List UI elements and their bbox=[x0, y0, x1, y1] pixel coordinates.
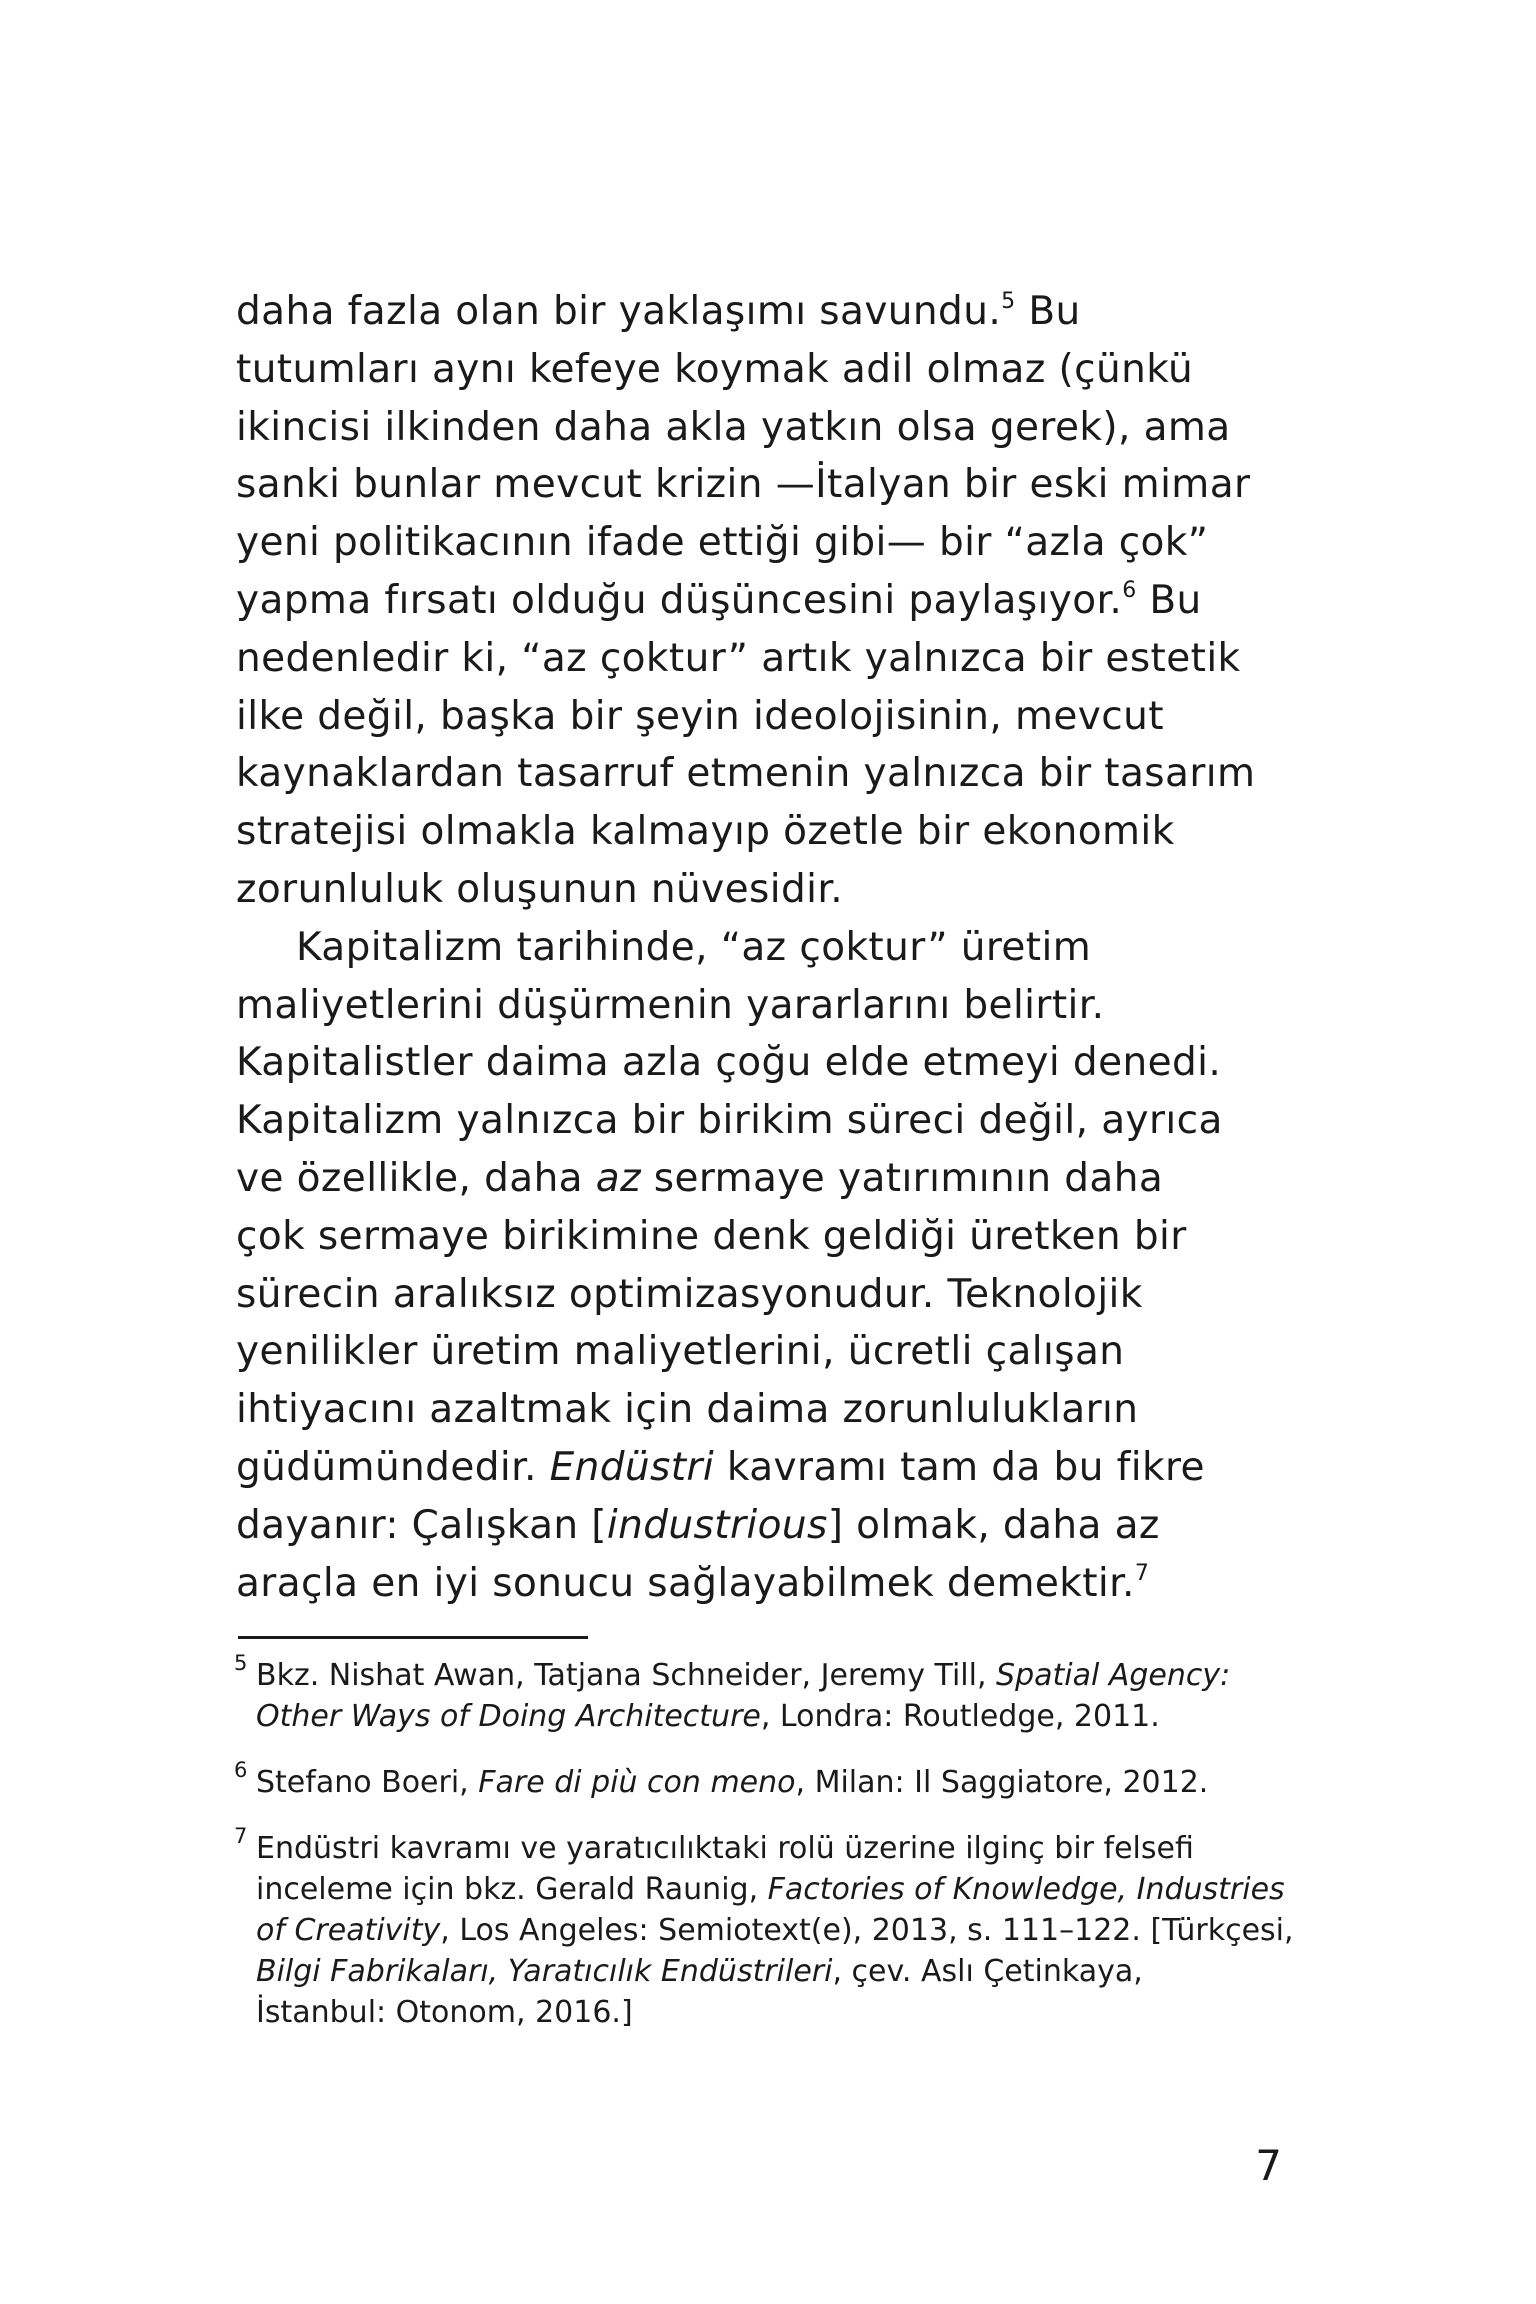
emphasis: industrious bbox=[606, 1502, 828, 1548]
main-text bbox=[236, 283, 1296, 1612]
text-line: yenilikler üretim maliyetlerini, ücretli çalışan bbox=[236, 1329, 1125, 1375]
footnotes bbox=[234, 1651, 1304, 2058]
text-line: Kapitalizm yalnızca bir birikim süreci değil, ayrıca bbox=[236, 1098, 1223, 1144]
footnote-divider bbox=[238, 1636, 588, 1639]
text-line: Kapitalistler daima azla çoğu elde etmeyi denedi. bbox=[236, 1040, 1222, 1086]
text-line: çok sermaye birikimine denk geldiği üretken bir bbox=[236, 1213, 1187, 1259]
text-line: tutumları aynı kefeye koymak adil olmaz (çünkü bbox=[236, 346, 1194, 392]
paragraph-1 bbox=[236, 283, 1296, 919]
text-line: sanki bunlar mevcut krizin —İtalyan bir eski mimar bbox=[236, 462, 1251, 508]
text-line: yeni politikacının ifade ettiği gibi— bir “azla çok” bbox=[236, 520, 1209, 566]
text-line: yapma fırsatı olduğu düşüncesini paylaşıyor.$^6$ Bu bbox=[236, 577, 1202, 623]
text-line: ikincisi ilkinden daha akla yatkın olsa gerek), ama bbox=[236, 404, 1231, 450]
text-line: nedenledir ki, “az çoktur” artık yalnızca bir estetik bbox=[236, 635, 1241, 681]
footnote-number: 6 bbox=[234, 1758, 248, 1782]
footnote-ref-5: 5 bbox=[1001, 289, 1016, 314]
text-line: ihtiyacını azaltmak için daima zorunlulukların bbox=[236, 1387, 1139, 1433]
text-line: dayanır: Çalışkan [industrious] olmak, daha az bbox=[236, 1502, 1160, 1548]
footnote-ref-7: 7 bbox=[1134, 1560, 1150, 1586]
text-line: araçla en iyi sonucu sağlayabilmek demektir.$^7$ bbox=[236, 1560, 1150, 1606]
emphasis: Endüstri bbox=[549, 1444, 715, 1490]
footnote-number: 7 bbox=[234, 1824, 248, 1848]
footnote-6: 6 Stefano Boeri, Fare di più con meno, Milan: Il Saggiatore, 2012. bbox=[234, 1758, 1209, 1800]
text-line: kaynaklardan tasarruf etmenin yalnızca bir tasarım bbox=[236, 751, 1256, 797]
text-line: Kapitalizm tarihinde, “az çoktur” üretim bbox=[296, 924, 1092, 970]
text-line: daha fazla olan bir yaklaşımı savundu.$^5$ Bu bbox=[236, 289, 1081, 334]
text-line: zorunluluk oluşunun nüvesidir. bbox=[236, 866, 843, 912]
footnote-7: 7 Endüstri kavramı ve yaratıcılıktaki rolü üzerine ilginç bir felsefi inceleme için bkz. Gerald Raunig, Factories of Knowledge, Industries of Creativity, Los Angeles: Semiotext(e), 2013, s. 111–122. [Türkçesi, Bilgi Fabrikaları, Yaratıcılık Endüstrileri, çev. Aslı Çetinkaya, İstanbul: Otonom, 2016.] bbox=[234, 1824, 1294, 2030]
page-number: 7 bbox=[1255, 2141, 1282, 2190]
text-line: sürecin aralıksız optimizasyonudur. Teknolojik bbox=[236, 1271, 1143, 1317]
text-line: maliyetlerini düşürmenin yararlarını belirtir. bbox=[236, 982, 1105, 1028]
emphasis: az bbox=[595, 1155, 641, 1201]
text-line: stratejisi olmakla kalmayıp özetle bir ekonomik bbox=[236, 809, 1175, 855]
footnote-ref-6: 6 bbox=[1122, 577, 1137, 603]
text-line: ve özellikle, daha az sermaye yatırımının daha bbox=[236, 1155, 1164, 1201]
footnote-5: 5 Bkz. Nishat Awan, Tatjana Schneider, Jeremy Till, Spatial Agency: Other Ways of Doing Architecture, Londra: Routledge, 2011. bbox=[234, 1651, 1231, 1734]
paragraph-2 bbox=[236, 919, 1296, 1613]
footnote-number: 5 bbox=[234, 1651, 248, 1675]
text-line: güdümündedir. Endüstri kavramı tam da bu fikre bbox=[236, 1444, 1205, 1490]
text-line: ilke değil, başka bir şeyin ideolojisinin, mevcut bbox=[236, 693, 1164, 739]
